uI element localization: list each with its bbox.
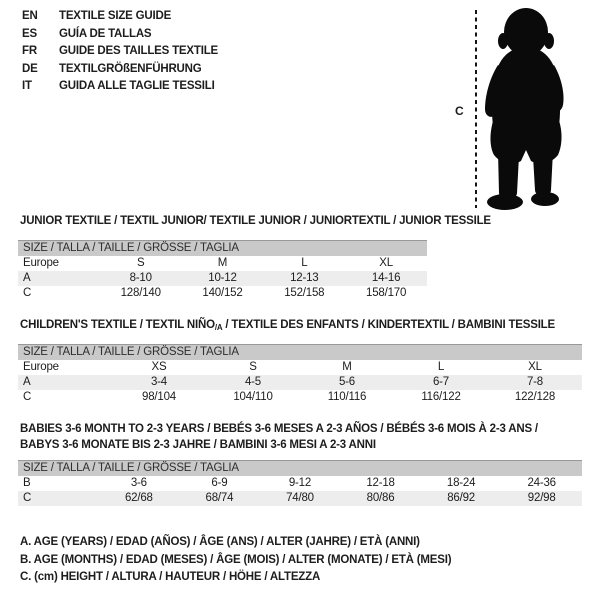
children-size-table — [18, 344, 582, 405]
size-cell: 5-6 — [300, 375, 394, 390]
row-label: B — [23, 477, 31, 489]
size-cell: 10-12 — [182, 271, 264, 286]
baby-silhouette-icon — [484, 5, 574, 213]
size-cell: 7-8 — [488, 375, 582, 390]
table-row — [18, 476, 582, 491]
size-cell: S — [249, 361, 257, 373]
footnote-c: C. (cm) HEIGHT / ALTURA / HAUTEUR / HÖHE / ALTEZZA — [20, 571, 321, 583]
size-cell: 12-13 — [263, 271, 345, 286]
language-code: EN — [22, 10, 38, 22]
language-title: GUÍA DE TALLAS — [59, 27, 152, 40]
size-cell: 6-7 — [394, 375, 488, 390]
size-cell: L — [437, 361, 445, 373]
size-cell: 9-12 — [288, 477, 312, 489]
size-cell: 98/104 — [142, 391, 176, 403]
size-header-row — [18, 241, 427, 256]
size-cell: 122/128 — [514, 391, 556, 403]
size-cell: 18-24 — [446, 477, 476, 489]
size-cell: L — [301, 257, 308, 269]
size-cell: XL — [379, 257, 393, 269]
babies-table-container — [18, 460, 582, 506]
language-title: GUIDA ALLE TAGLIE TESSILI — [59, 80, 215, 92]
size-cell: 12-18 — [366, 477, 395, 489]
size-cell: M — [217, 257, 228, 269]
size-header-cell: SIZE / TALLA / TAILLE / GRÖSSE / TAGLIA — [18, 345, 582, 360]
size-cell: 158/170 — [366, 287, 407, 299]
size-header-row — [18, 461, 582, 476]
table-row — [18, 390, 582, 405]
size-cell: XL — [528, 361, 542, 373]
table-row — [18, 271, 427, 286]
size-cell: 14-16 — [345, 271, 427, 286]
children-title-subscript: /A — [214, 323, 223, 332]
babies-size-table — [18, 460, 582, 506]
children-section-title — [20, 319, 555, 332]
size-cell: 152/158 — [284, 287, 325, 299]
size-cell: 86/92 — [421, 491, 502, 506]
language-title: TEXTILE SIZE GUIDE — [59, 10, 172, 22]
junior-section-title: JUNIOR TEXTILE / TEXTIL JUNIOR/ TEXTILE JUNIOR / JUNIORTEXTIL / JUNIOR TESSILE — [20, 215, 491, 227]
size-header-cell: SIZE / TALLA / TAILLE / GRÖSSE / TAGLIA — [18, 461, 582, 476]
table-row — [18, 360, 582, 375]
size-cell: XS — [151, 361, 167, 373]
language-code: IT — [22, 80, 32, 92]
height-measure-label: C — [455, 104, 464, 118]
row-label: A — [18, 375, 112, 390]
language-title: GUIDE DES TAILLES TEXTILE — [59, 45, 218, 57]
legend-footnotes — [20, 534, 451, 587]
children-table-container — [18, 344, 582, 405]
children-title-suffix: / TEXTILE DES ENFANTS / KINDERTEXTIL / BAMBINI TESSILE — [222, 319, 555, 331]
row-label: Europe — [23, 361, 59, 373]
size-cell: 3-6 — [130, 477, 147, 489]
size-cell: 3-4 — [112, 375, 206, 390]
row-label: A — [18, 271, 100, 286]
row-label: C — [18, 491, 99, 506]
size-cell: S — [136, 257, 145, 269]
babies-title-line1: BABIES 3-6 MONTH TO 2-3 YEARS / BEBÉS 3-6 MESES A 2-3 AÑOS / BÉBÉS 3-6 MOIS À 2-3 ANS / — [20, 423, 538, 435]
children-title-prefix: CHILDREN'S TEXTILE / TEXTIL NIÑO — [20, 319, 215, 331]
junior-table-container — [18, 240, 427, 301]
size-cell: 68/74 — [179, 491, 260, 506]
language-code: FR — [22, 45, 37, 57]
table-row — [18, 491, 582, 506]
footnote-b: B. AGE (MONTHS) / EDAD (MESES) / ÂGE (MOIS) / ALTER (MONATE) / ETÀ (MESI) — [20, 553, 452, 566]
size-cell: 104/110 — [233, 391, 273, 403]
size-cell: 80/86 — [340, 491, 421, 506]
table-row — [18, 286, 427, 301]
language-row — [22, 78, 218, 96]
babies-section-title — [20, 421, 580, 453]
row-label: Europe — [23, 257, 59, 269]
language-row — [22, 26, 218, 44]
language-code: ES — [22, 27, 37, 40]
size-header-row — [18, 345, 582, 360]
size-cell: 8-10 — [100, 271, 182, 286]
row-label: C — [23, 391, 32, 403]
table-row — [18, 256, 427, 271]
size-cell: 140/152 — [202, 287, 243, 299]
size-header-cell: SIZE / TALLA / TAILLE / GRÖSSE / TAGLIA — [18, 241, 427, 256]
size-cell: 92/98 — [501, 491, 582, 506]
size-cell: 62/68 — [99, 491, 180, 506]
junior-size-table — [18, 240, 427, 301]
size-cell: 6-9 — [211, 477, 228, 489]
row-label: C — [23, 287, 32, 299]
language-row — [22, 61, 218, 79]
size-cell: 74/80 — [260, 491, 341, 506]
language-code: DE — [22, 62, 38, 75]
size-cell: 110/116 — [327, 391, 367, 403]
language-title-list — [22, 8, 218, 96]
size-cell: 4-5 — [206, 375, 300, 390]
size-cell: 116/122 — [421, 391, 461, 403]
size-cell: 128/140 — [120, 287, 161, 299]
size-cell: M — [342, 361, 352, 373]
height-dashed-line — [475, 10, 477, 208]
language-row — [22, 8, 218, 26]
table-row — [18, 375, 582, 390]
size-cell: 24-36 — [527, 477, 556, 489]
footnote-a: A. AGE (YEARS) / EDAD (AÑOS) / ÂGE (ANS) / ALTER (JAHRE) / ETÀ (ANNI) — [20, 536, 420, 548]
language-row — [22, 43, 218, 61]
babies-title-line2: BABYS 3-6 MONATE BIS 2-3 JAHRE / BAMBINI 3-6 MESI A 2-3 ANNI — [20, 439, 376, 451]
language-title: TEXTILGRÖßENFÜHRUNG — [59, 62, 202, 75]
